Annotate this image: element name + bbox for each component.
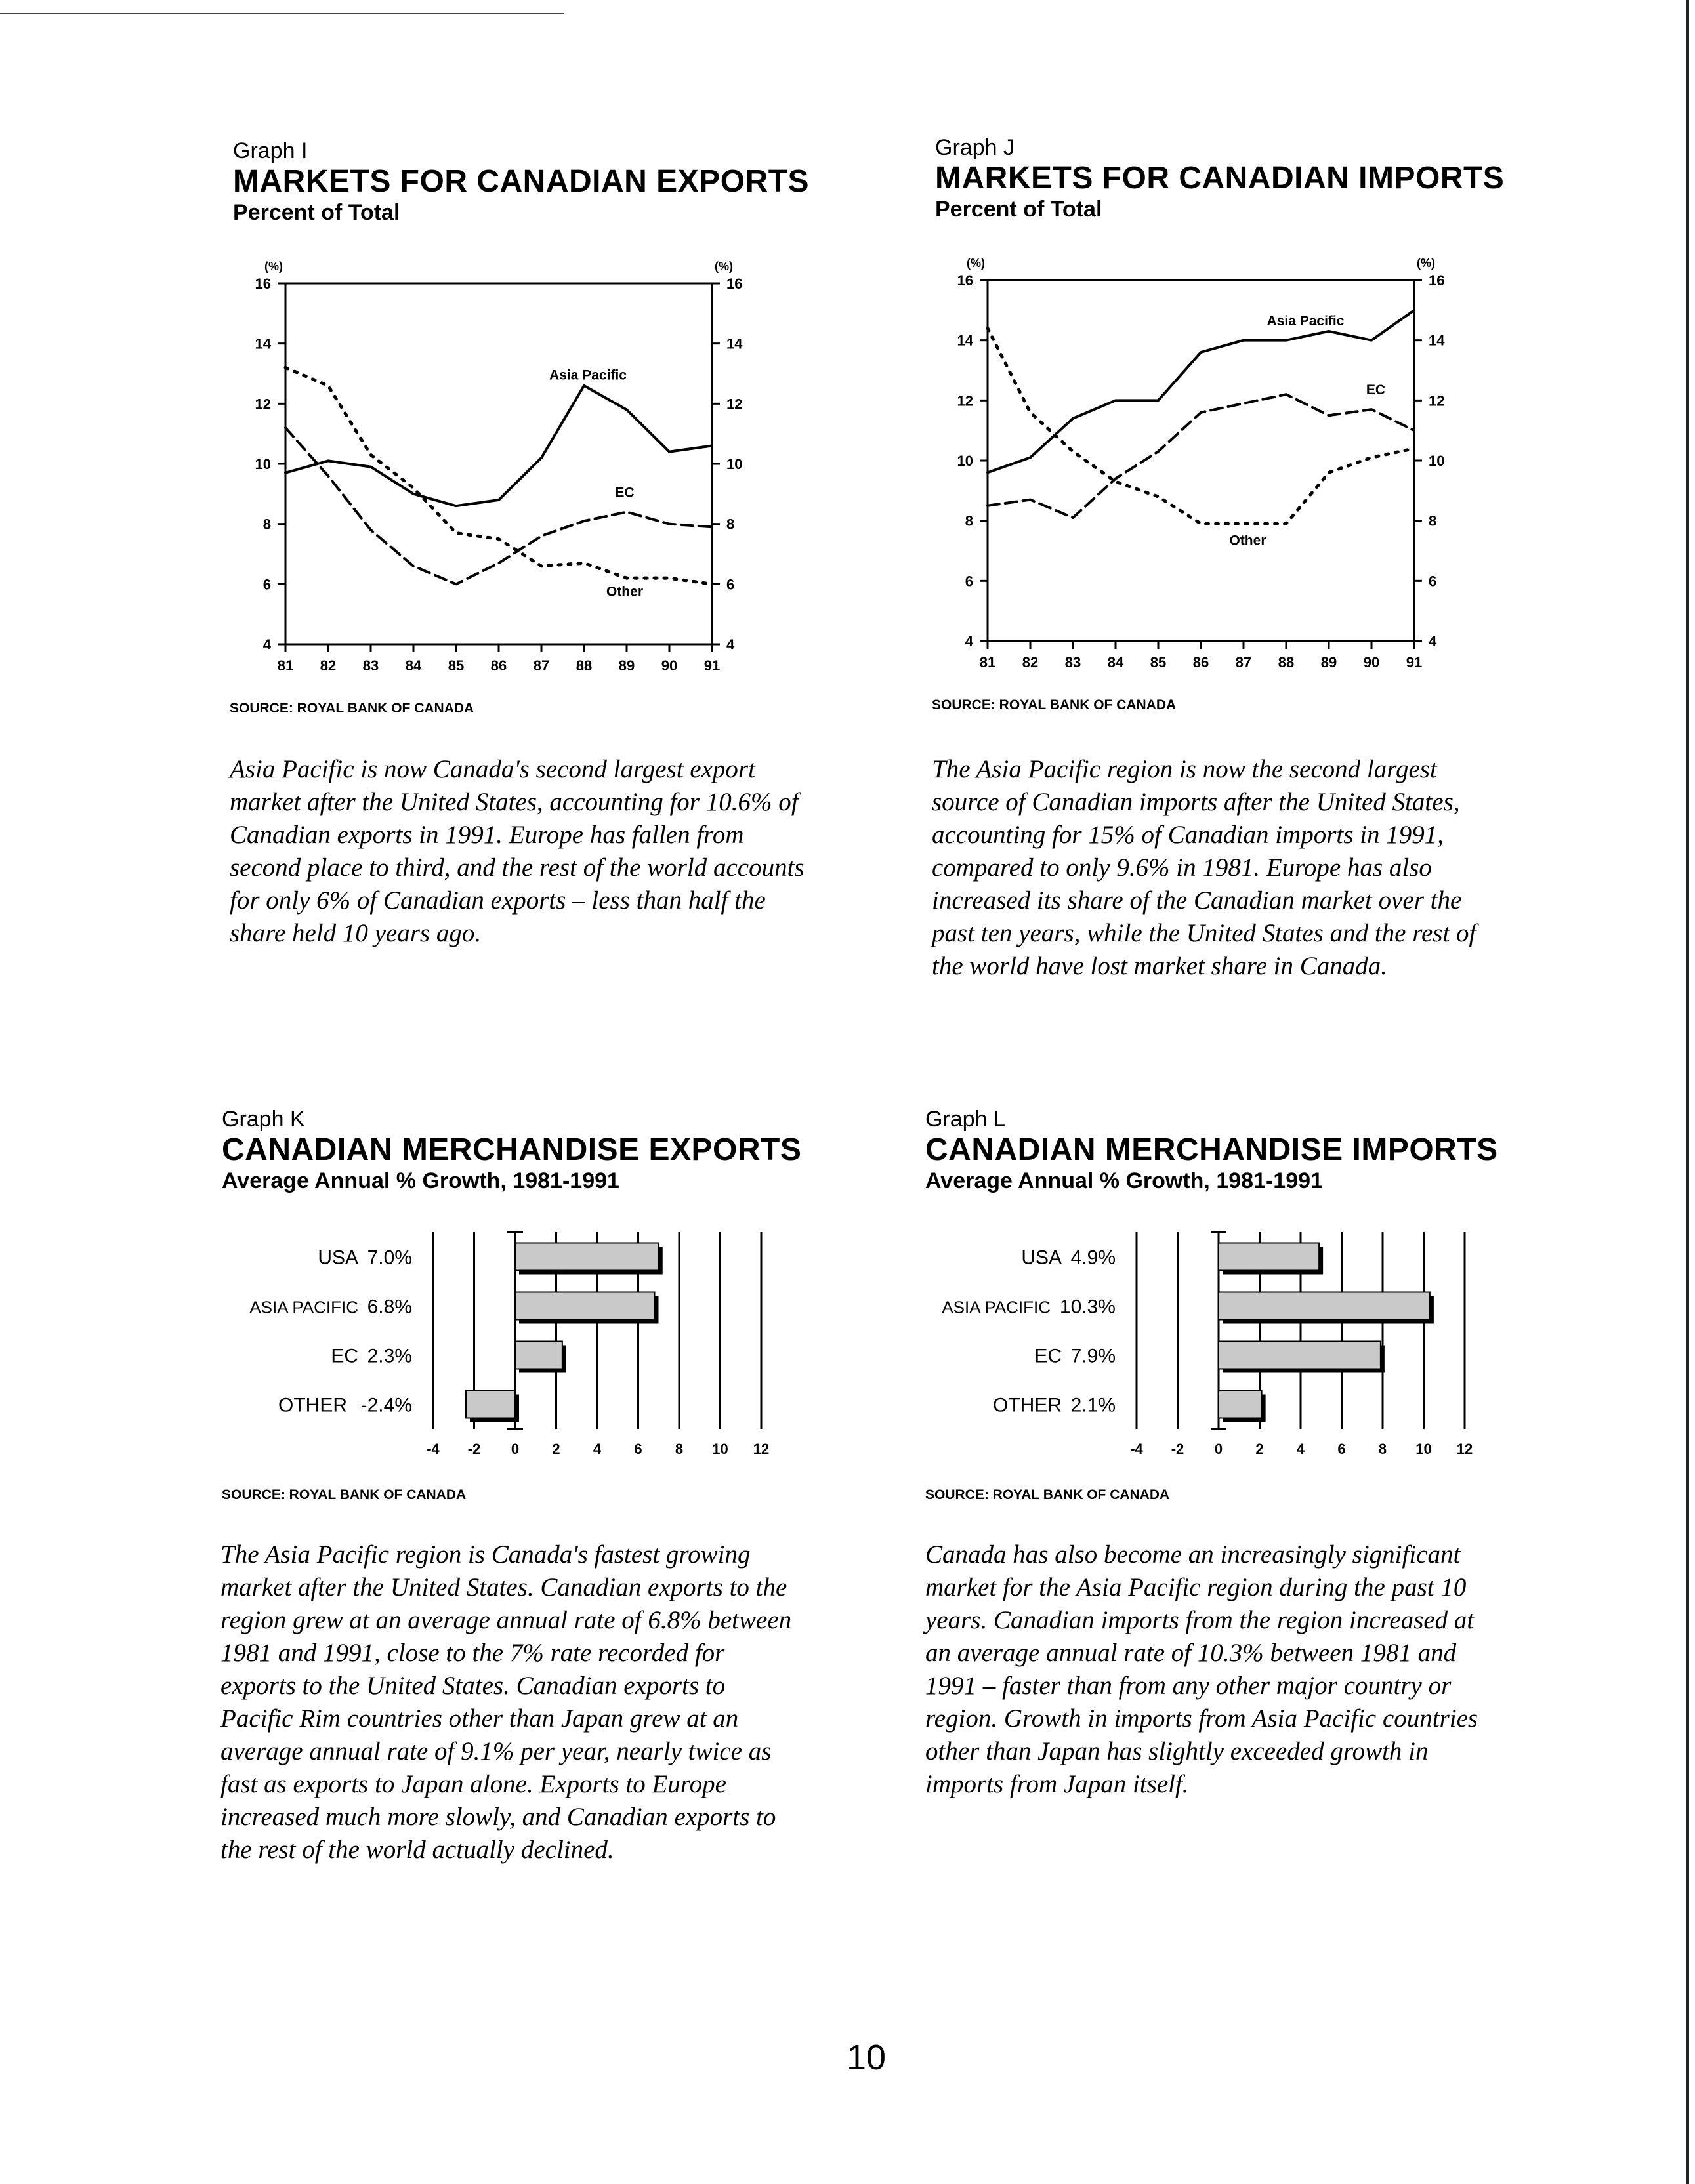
- graph-j-unit-left: (%): [967, 257, 985, 270]
- graph-j-unit-right: (%): [1417, 257, 1435, 270]
- graph-k-xtick-label-10: 10: [712, 1441, 728, 1457]
- graph-k-value-label-ec: 2.3%: [367, 1345, 412, 1367]
- graph-i-ytick-label-right-12: 12: [726, 396, 743, 413]
- graph-l-xtick-label-6: 6: [1337, 1441, 1346, 1457]
- graph-j-title: MARKETS FOR CANADIAN IMPORTS: [935, 161, 1505, 196]
- graph-j-xtick-label-82: 82: [1022, 654, 1039, 670]
- graph-i-title: MARKETS FOR CANADIAN EXPORTS: [233, 164, 810, 199]
- graph-i-xtick-label-82: 82: [320, 657, 337, 674]
- graph-k-category-label-asia-pacific: ASIA PACIFIC: [249, 1297, 358, 1317]
- graph-k-xtick-label-2: 2: [552, 1441, 560, 1457]
- graph-l-header: [925, 1106, 1555, 1194]
- graph-k-title: CANADIAN MERCHANDISE EXPORTS: [222, 1132, 802, 1167]
- graph-j-series-other: [988, 328, 1414, 524]
- graph-l-category-label-other: OTHER: [993, 1394, 1062, 1416]
- graph-l-value-label-usa: 4.9%: [1070, 1247, 1116, 1269]
- graph-l-value-label-asia-pacific: 10.3%: [1059, 1296, 1116, 1318]
- graph-l-caption: [925, 1538, 1503, 1801]
- graph-j-xtick-label-91: 91: [1406, 654, 1423, 670]
- graph-k-xtick-label-0: 0: [511, 1441, 520, 1457]
- graph-j-plot-frame: [988, 280, 1414, 641]
- graph-j-label: Graph J: [935, 135, 1015, 160]
- graph-l-category-label-asia-pacific: ASIA PACIFIC: [942, 1297, 1051, 1317]
- graph-l-xtick-label-10: 10: [1415, 1441, 1432, 1457]
- graph-i-series-label-other: Other: [606, 584, 644, 600]
- graph-i-series-label-asia-pacific: Asia Pacific: [549, 367, 627, 383]
- page-edge-rule: [1686, 0, 1689, 2184]
- graph-k-header: [222, 1106, 852, 1194]
- graph-i-xtick-label-86: 86: [490, 657, 507, 674]
- graph-j-ytick-label-right-10: 10: [1429, 453, 1445, 469]
- graph-i-ytick-label-left-16: 16: [255, 276, 271, 292]
- graph-i-ytick-label-right-10: 10: [726, 456, 743, 472]
- graph-l-xtick-label--4: -4: [1130, 1441, 1143, 1457]
- graph-k-bar-usa: [515, 1243, 659, 1271]
- graph-k-value-label-asia-pacific: 6.8%: [367, 1296, 412, 1318]
- graph-j-source: SOURCE: ROYAL BANK OF CANADA: [932, 697, 1177, 712]
- graph-l-value-label-ec: 7.9%: [1070, 1345, 1116, 1367]
- graph-i-unit-right: (%): [715, 260, 733, 273]
- graph-k-category-label-usa: USA: [318, 1247, 358, 1269]
- graph-l-xtick-label-2: 2: [1255, 1441, 1264, 1457]
- graph-i-ytick-label-right-4: 4: [726, 636, 735, 653]
- graph-l-category-label-usa: USA: [1021, 1247, 1062, 1269]
- graph-j-ytick-label-right-6: 6: [1429, 573, 1437, 590]
- graph-j-ytick-label-right-16: 16: [1429, 272, 1445, 289]
- graph-l-source: SOURCE: ROYAL BANK OF CANADA: [925, 1487, 1170, 1502]
- graph-i-line-chart: [236, 243, 755, 689]
- graph-k-value-label-usa: 7.0%: [367, 1247, 412, 1269]
- graph-k-bar-chart: [217, 1220, 807, 1470]
- graph-j-series-asia-pacific: [988, 310, 1414, 473]
- page-number: 10: [846, 2038, 887, 2077]
- graph-j-xtick-label-87: 87: [1235, 654, 1252, 670]
- graph-j-ytick-label-left-10: 10: [957, 453, 973, 469]
- graph-j-xtick-label-90: 90: [1363, 654, 1380, 670]
- graph-i-caption-text: Asia Pacific is now Canada's second largest export market after the United States, accounting for 10.6% of Canadian exports in 1991. Europe has fallen from second place to third, and the rest of the world accounts for only 6% of Canadian exports – less than half the share held 10 years ago.: [230, 755, 805, 947]
- graph-i-ytick-label-right-6: 6: [726, 576, 735, 593]
- top-rule: [0, 13, 564, 14]
- graph-i-ytick-label-right-14: 14: [726, 335, 743, 352]
- graph-i-xtick-label-91: 91: [703, 657, 721, 674]
- graph-j-ytick-label-right-4: 4: [1429, 633, 1437, 649]
- graph-k-bar-asia-pacific: [515, 1292, 655, 1320]
- graph-i-xtick-label-84: 84: [405, 657, 422, 674]
- graph-l-xtick-label-4: 4: [1296, 1441, 1305, 1457]
- graph-k-subtitle: Average Annual % Growth, 1981-1991: [222, 1168, 619, 1193]
- graph-i-ytick-label-left-14: 14: [255, 335, 271, 352]
- graph-j-ytick-label-left-12: 12: [957, 392, 973, 409]
- graph-k-xtick-label-8: 8: [675, 1441, 684, 1457]
- graph-i-series-other: [285, 367, 712, 584]
- graph-j-ytick-label-right-12: 12: [1429, 392, 1445, 409]
- graph-l-xtick-label-12: 12: [1456, 1441, 1473, 1457]
- graph-k-value-label-other: -2.4%: [360, 1394, 412, 1416]
- graph-i-ytick-label-left-10: 10: [255, 456, 271, 472]
- graph-i-ytick-label-left-12: 12: [255, 396, 271, 413]
- graph-i-xtick-label-85: 85: [448, 657, 465, 674]
- graph-i-series-ec: [285, 428, 712, 584]
- graph-k-category-label-other: OTHER: [278, 1394, 347, 1416]
- graph-l-category-label-ec: EC: [1034, 1345, 1062, 1367]
- graph-i-xtick-label-90: 90: [661, 657, 678, 674]
- graph-i-series-label-ec: EC: [615, 485, 635, 501]
- graph-k-caption: [220, 1538, 798, 1866]
- graph-k-caption-text: The Asia Pacific region is Canada's fastest growing market after the United States. Canadian exports to the region grew at an average annual rate of 6.8% between 1981 and 1991, close to the 7% rate recorded for exports to the United States. Canadian exports to Pacific Rim countries other than Japan grew at an average annual rate of 9.1% per year, nearly twice as fast as exports to Japan alone. Exports to Europe increased much more slowly, and Canadian exports to the rest of the world actually declined.: [220, 1540, 792, 1864]
- graph-j-xtick-label-89: 89: [1320, 654, 1337, 670]
- graph-i-label: Graph I: [233, 138, 308, 163]
- graph-l-xtick-label-8: 8: [1378, 1441, 1387, 1457]
- graph-j-series-label-other: Other: [1229, 533, 1266, 548]
- graph-l-subtitle: Average Annual % Growth, 1981-1991: [925, 1168, 1323, 1193]
- graph-j-ytick-label-left-4: 4: [965, 633, 973, 649]
- graph-k-bar-other: [466, 1391, 515, 1418]
- graph-j-xtick-label-85: 85: [1150, 654, 1167, 670]
- graph-l-label: Graph L: [925, 1107, 1006, 1132]
- graph-l-caption-text: Canada has also become an increasingly significant market for the Asia Pacific region during the past 10 years. Canadian imports from the region increased at an average annual rate of 10.3% between 1981 and 1991 – faster than from any other major country or region. Growth in imports from Asia Pacific countries other than Japan has slightly exceeded growth in imports from Japan itself.: [925, 1540, 1478, 1798]
- graph-j-subtitle: Percent of Total: [935, 197, 1102, 222]
- graph-i-caption: [230, 753, 807, 950]
- graph-l-xtick-label-0: 0: [1214, 1441, 1223, 1457]
- graph-j-series-label-ec: EC: [1366, 382, 1386, 398]
- graph-i-xtick-label-81: 81: [277, 657, 294, 674]
- graph-i-unit-left: (%): [264, 260, 283, 273]
- graph-i-source: SOURCE: ROYAL BANK OF CANADA: [230, 701, 474, 716]
- graph-j-header: [935, 134, 1565, 222]
- graph-j-ytick-label-right-14: 14: [1429, 332, 1445, 349]
- graph-k-source: SOURCE: ROYAL BANK OF CANADA: [222, 1487, 467, 1502]
- graph-j-line-chart: [938, 239, 1457, 686]
- graph-j-ytick-label-left-6: 6: [965, 573, 973, 590]
- graph-l-bar-other: [1219, 1391, 1262, 1418]
- graph-k-xtick-label--4: -4: [427, 1441, 440, 1457]
- graph-k-bar-ec: [515, 1342, 562, 1369]
- graph-j-ytick-label-right-8: 8: [1429, 512, 1437, 529]
- graph-j-ytick-label-left-8: 8: [965, 512, 973, 529]
- graph-j-caption: [932, 753, 1509, 983]
- graph-j-series-label-asia-pacific: Asia Pacific: [1266, 313, 1345, 329]
- graph-k-xtick-label--2: -2: [467, 1441, 481, 1457]
- graph-l-title: CANADIAN MERCHANDISE IMPORTS: [925, 1132, 1498, 1167]
- graph-l-xtick-label--2: -2: [1171, 1441, 1184, 1457]
- graph-j-xtick-label-81: 81: [979, 654, 996, 670]
- graph-k-category-label-ec: EC: [331, 1345, 358, 1367]
- graph-j-ytick-label-left-14: 14: [957, 332, 973, 349]
- graph-i-ytick-label-right-8: 8: [726, 516, 735, 533]
- graph-j-xtick-label-86: 86: [1192, 654, 1209, 670]
- graph-i-xtick-label-87: 87: [533, 657, 550, 674]
- graph-i-xtick-label-88: 88: [575, 657, 593, 674]
- graph-j-xtick-label-84: 84: [1107, 654, 1124, 670]
- graph-k-label: Graph K: [222, 1107, 305, 1132]
- graph-j-series-ec: [988, 394, 1414, 518]
- graph-l-bar-ec: [1219, 1342, 1381, 1369]
- graph-k-xtick-label-4: 4: [593, 1441, 602, 1457]
- graph-l-bar-chart: [920, 1220, 1511, 1470]
- graph-l-bar-asia-pacific: [1219, 1292, 1430, 1320]
- graph-i-xtick-label-83: 83: [362, 657, 379, 674]
- graph-i-ytick-label-left-4: 4: [262, 636, 271, 653]
- graph-j-xtick-label-83: 83: [1064, 654, 1081, 670]
- graph-i-subtitle: Percent of Total: [233, 200, 400, 225]
- graph-j-xtick-label-88: 88: [1278, 654, 1295, 670]
- graph-i-header: [233, 138, 863, 226]
- graph-i-ytick-label-left-8: 8: [262, 516, 271, 533]
- graph-i-series-asia-pacific: [285, 386, 712, 506]
- graph-k-xtick-label-6: 6: [634, 1441, 642, 1457]
- graph-i-ytick-label-left-6: 6: [262, 576, 271, 593]
- graph-i-ytick-label-right-16: 16: [726, 276, 743, 292]
- graph-i-xtick-label-89: 89: [618, 657, 635, 674]
- graph-l-bar-usa: [1219, 1243, 1319, 1271]
- graph-j-caption-text: The Asia Pacific region is now the second largest source of Canadian imports after the United States, accounting for 15% of Canadian imports in 1991, compared to only 9.6% in 1981. Europe has also increased its share of the Canadian market over the past ten years, while the United States and the rest of the world have lost market share in Canada.: [932, 755, 1476, 980]
- graph-l-value-label-other: 2.1%: [1070, 1394, 1116, 1416]
- graph-k-xtick-label-12: 12: [753, 1441, 770, 1457]
- graph-j-ytick-label-left-16: 16: [957, 272, 973, 289]
